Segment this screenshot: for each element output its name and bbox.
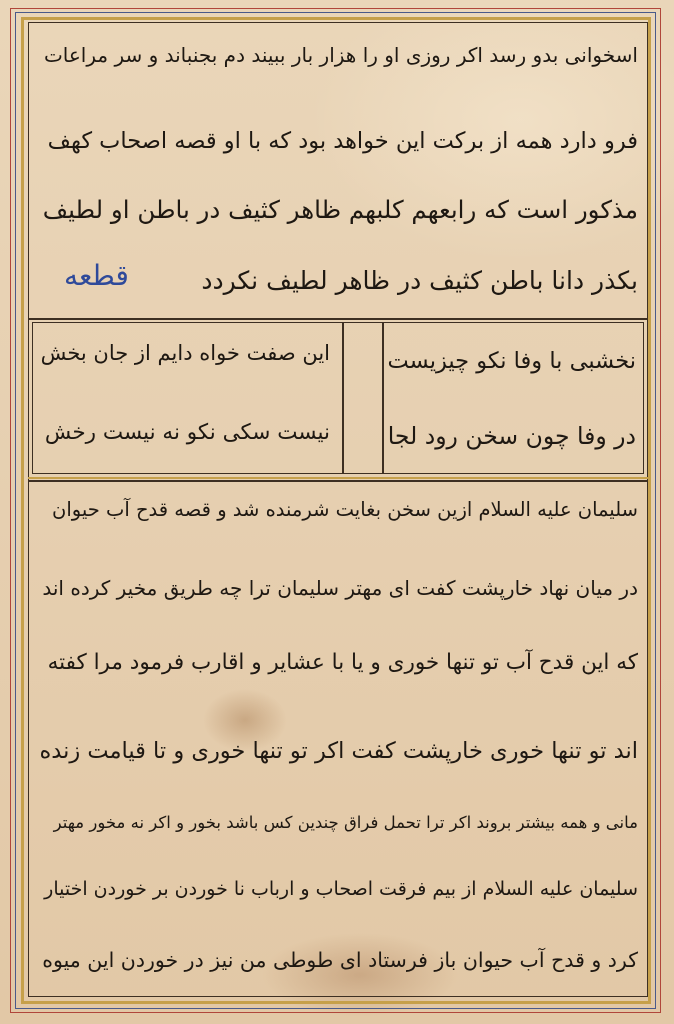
prose-line: کرد و قدح آب حیوان باز فرستاد ای طوطی من نیز در خوردن این میوه bbox=[42, 948, 638, 972]
prose-line: سلیمان علیه السلام از بیم فرقت اصحاب و ارباب نا خوردن بر خوردن اختیار bbox=[44, 878, 638, 900]
prose-line: اسخوانی بدو رسد اکر روزی او را هزار بار ببیند دم بجنباند و سر مراعات bbox=[43, 43, 638, 67]
verse-gold-rule bbox=[28, 477, 648, 479]
verse-line: نخشبی با وفا نکو چیزیست bbox=[387, 348, 636, 374]
prose-line: اند تو تنها خوری خارپشت کفت اکر تو تنها خوری و تا قیامت زنده bbox=[39, 738, 638, 764]
verse-line: در وفا چون سخن رود لجا bbox=[387, 422, 636, 450]
prose-line: در میان نهاد خارپشت کفت ای مهتر سلیمان ترا چه طریق مخیر کرده اند bbox=[42, 576, 638, 600]
prose-line: مانی و همه بیشتر بروند اکر ترا تحمل فراق چندین کس باشد بخور و اکر نه مخور مهتر bbox=[53, 813, 638, 832]
prose-line: مذکور است که رابعهم کلبهم ظاهر کثیف در باطن او لطیف bbox=[42, 195, 638, 224]
prose-line: که این قدح آب تو تنها خوری و یا با عشایر و اقارب فرمود مرا کفته bbox=[47, 650, 638, 675]
prose-line: بکذر دانا باطن کثیف در ظاهر لطیف نکردد bbox=[201, 266, 638, 295]
verse-line: نیست سکی نکو نه نیست رخش bbox=[44, 420, 330, 445]
verse-line: این صفت خواه دایم از جان بخش bbox=[40, 341, 330, 365]
prose-line: سلیمان علیه السلام ازین سخن بغایت شرمنده شد و قصه قدح آب حیوان bbox=[52, 498, 638, 521]
verse-top-rule bbox=[28, 318, 648, 320]
verse-column-rule bbox=[382, 322, 384, 474]
verse-bottom-rule bbox=[28, 480, 648, 482]
verse-column-rule bbox=[342, 322, 344, 474]
prose-line: فرو دارد همه از برکت این خواهد بود که با او قصه اصحاب کهف bbox=[47, 128, 638, 154]
heading-word-qita: قطعه bbox=[64, 259, 129, 292]
